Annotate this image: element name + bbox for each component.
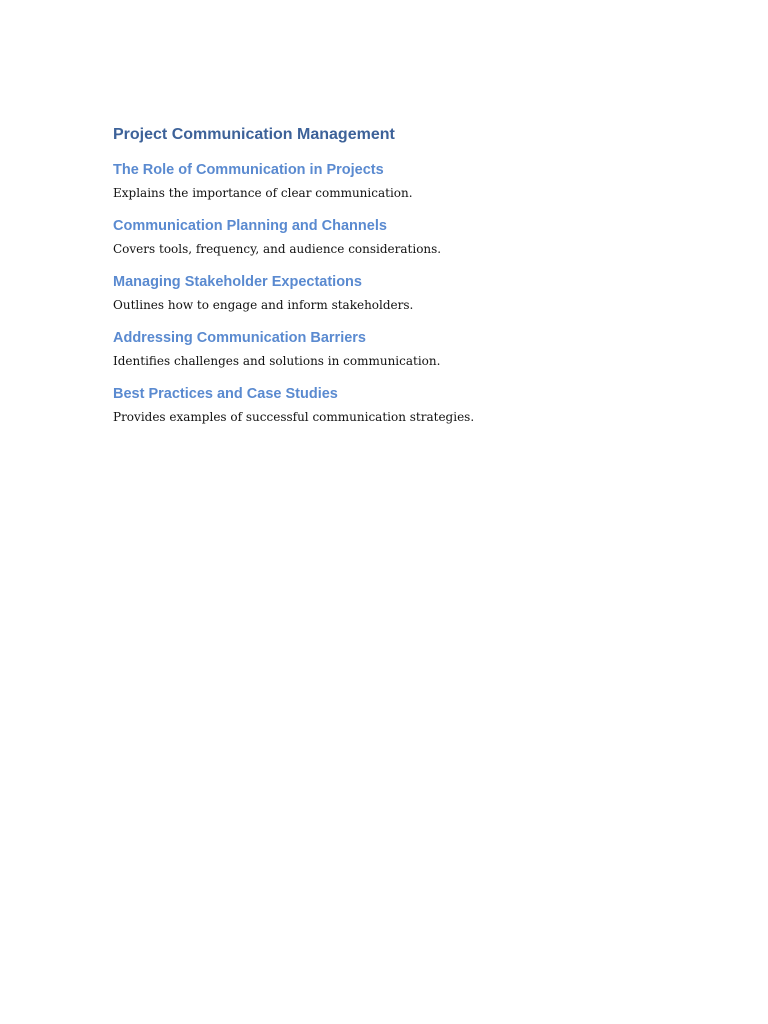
section-heading: Addressing Communication Barriers <box>113 330 366 346</box>
section-description: Explains the importance of clear communication. <box>113 186 413 200</box>
section-heading: The Role of Communication in Projects <box>113 162 384 178</box>
section-heading: Managing Stakeholder Expectations <box>113 274 362 290</box>
section-description: Identifies challenges and solutions in communication. <box>113 354 441 368</box>
section-description: Outlines how to engage and inform stakeholders. <box>113 298 414 312</box>
section-communication-barriers <box>113 328 673 371</box>
section-heading: Best Practices and Case Studies <box>113 386 338 402</box>
section-heading: Communication Planning and Channels <box>113 218 387 234</box>
section-planning-and-channels <box>113 216 673 259</box>
document-page <box>113 124 673 427</box>
section-best-practices <box>113 384 673 427</box>
section-stakeholder-expectations <box>113 272 673 315</box>
section-role-of-communication <box>113 160 673 203</box>
document-title: Project Communication Management <box>113 126 395 143</box>
section-description: Provides examples of successful communication strategies. <box>113 410 475 424</box>
section-description: Covers tools, frequency, and audience considerations. <box>113 242 442 256</box>
